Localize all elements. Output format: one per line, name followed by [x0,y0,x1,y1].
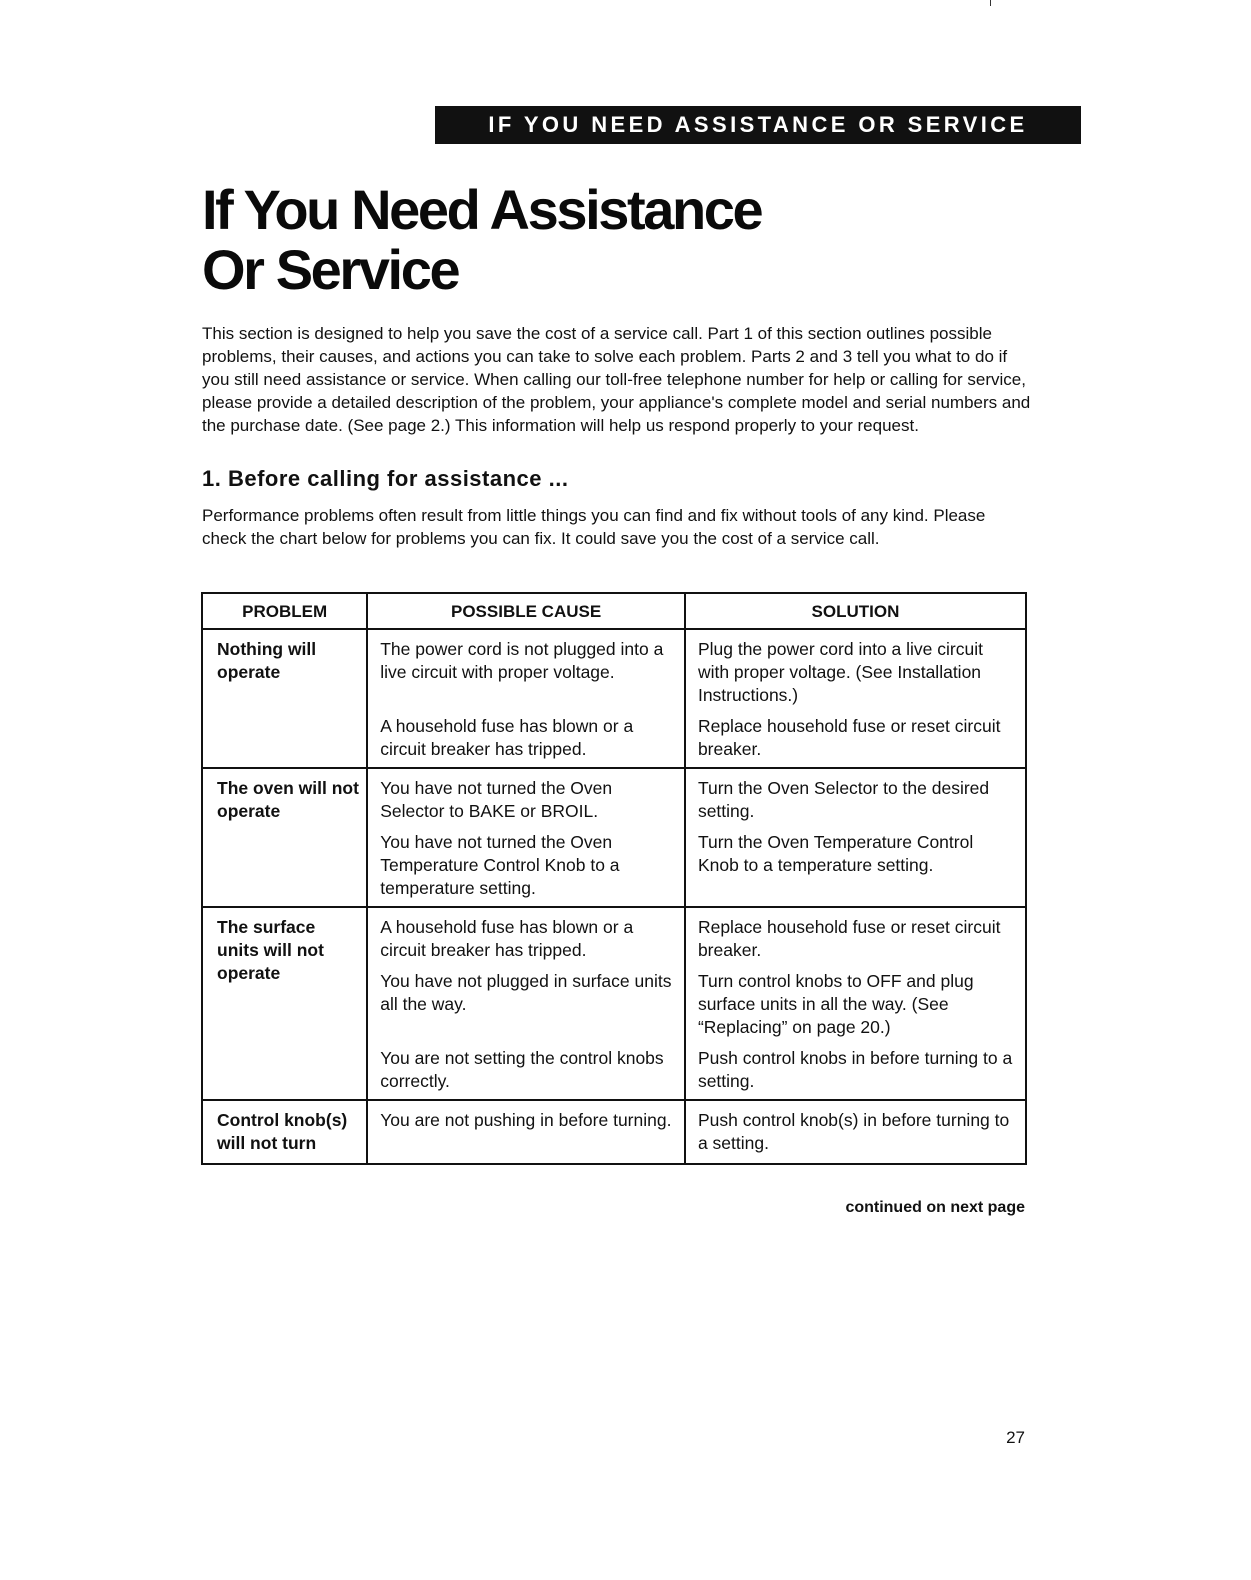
cause-text: You have not turned the Oven Selector to BAKE or BROIL. [380,778,613,821]
solution-cell [685,629,1026,768]
header-solution: SOLUTION [685,593,1026,629]
solution-text: Turn the Oven Selector to the desired setting. [697,778,990,821]
problem-cell: Nothing will operate [202,629,367,768]
cause-cell [367,1100,685,1164]
page-title-line-2: Or Service [202,238,459,301]
scan-mark [990,0,991,6]
continued-note: continued on next page [845,1199,1025,1216]
solution-text: Turn control knobs to OFF and plug surface units in all the way. (See “Replacing” on page 20.) [697,971,974,1037]
problem-cell: Control knob(s) will not turn [202,1100,367,1164]
table-row [202,768,1026,907]
header-problem: PROBLEM [202,593,367,629]
table-body [202,629,1026,1164]
cause-cell [367,629,685,768]
troubleshooting-table [201,592,1027,1165]
section-banner: IF YOU NEED ASSISTANCE OR SERVICE [435,106,1081,144]
solution-text: Replace household fuse or reset circuit breaker. [697,917,1001,960]
cause-text: You are not pushing in before turning. [380,1110,672,1130]
solution-text: Push control knobs in before turning to a setting. [697,1048,1013,1091]
solution-text: Plug the power cord into a live circuit with proper voltage. (See Installation Instructions.) [697,639,983,705]
problem-cell: The surface units will not operate [202,907,367,1100]
table-row [202,907,1026,1100]
page-number: 27 [1006,1428,1025,1447]
intro-paragraph: This section is designed to help you save the cost of a service call. Part 1 of this section outlines possible problems, their causes, and actions you can take to solve each problem. Parts 2 and 3 tell you what to do if you still need assistance or service. When calling our toll-free telephone number for help or calling for service, please provide a detailed description of the problem, your appliance's complete model and serial numbers and the purchase date. (See page 2.) This information will help us respond properly to your request. [202,324,1031,435]
cause-text: A household fuse has blown or a circuit breaker has tripped. [380,716,634,759]
cause-cell [367,768,685,907]
cause-text: You have not turned the Oven Temperature Control Knob to a temperature setting. [380,832,620,898]
page-title [202,180,761,300]
cause-text: The power cord is not plugged into a live circuit with proper voltage. [380,639,664,682]
solution-text: Replace household fuse or reset circuit breaker. [697,716,1001,759]
solution-text: Turn the Oven Temperature Control Knob to a temperature setting. [697,832,974,875]
cause-cell [367,907,685,1100]
solution-cell [685,768,1026,907]
cause-text: You are not setting the control knobs correctly. [380,1048,664,1091]
page-title-line-1: If You Need Assistance [202,178,762,241]
solution-text: Push control knob(s) in before turning to a setting. [697,1110,1010,1153]
table-row [202,629,1026,768]
table-header-row [202,593,1026,629]
cause-text: You have not plugged in surface units all the way. [380,971,672,1014]
table-row [202,1100,1026,1164]
section-heading: 1. Before calling for assistance ... [202,466,569,491]
section-paragraph: Performance problems often result from little things you can find and fix without tools of any kind. Please check the chart below for problems you can fix. It could save you the cost of a service call. [202,506,986,548]
header-possible-cause: POSSIBLE CAUSE [367,593,685,629]
cause-text: A household fuse has blown or a circuit breaker has tripped. [380,917,634,960]
solution-cell [685,907,1026,1100]
problem-cell: The oven will not operate [202,768,367,907]
solution-cell [685,1100,1026,1164]
